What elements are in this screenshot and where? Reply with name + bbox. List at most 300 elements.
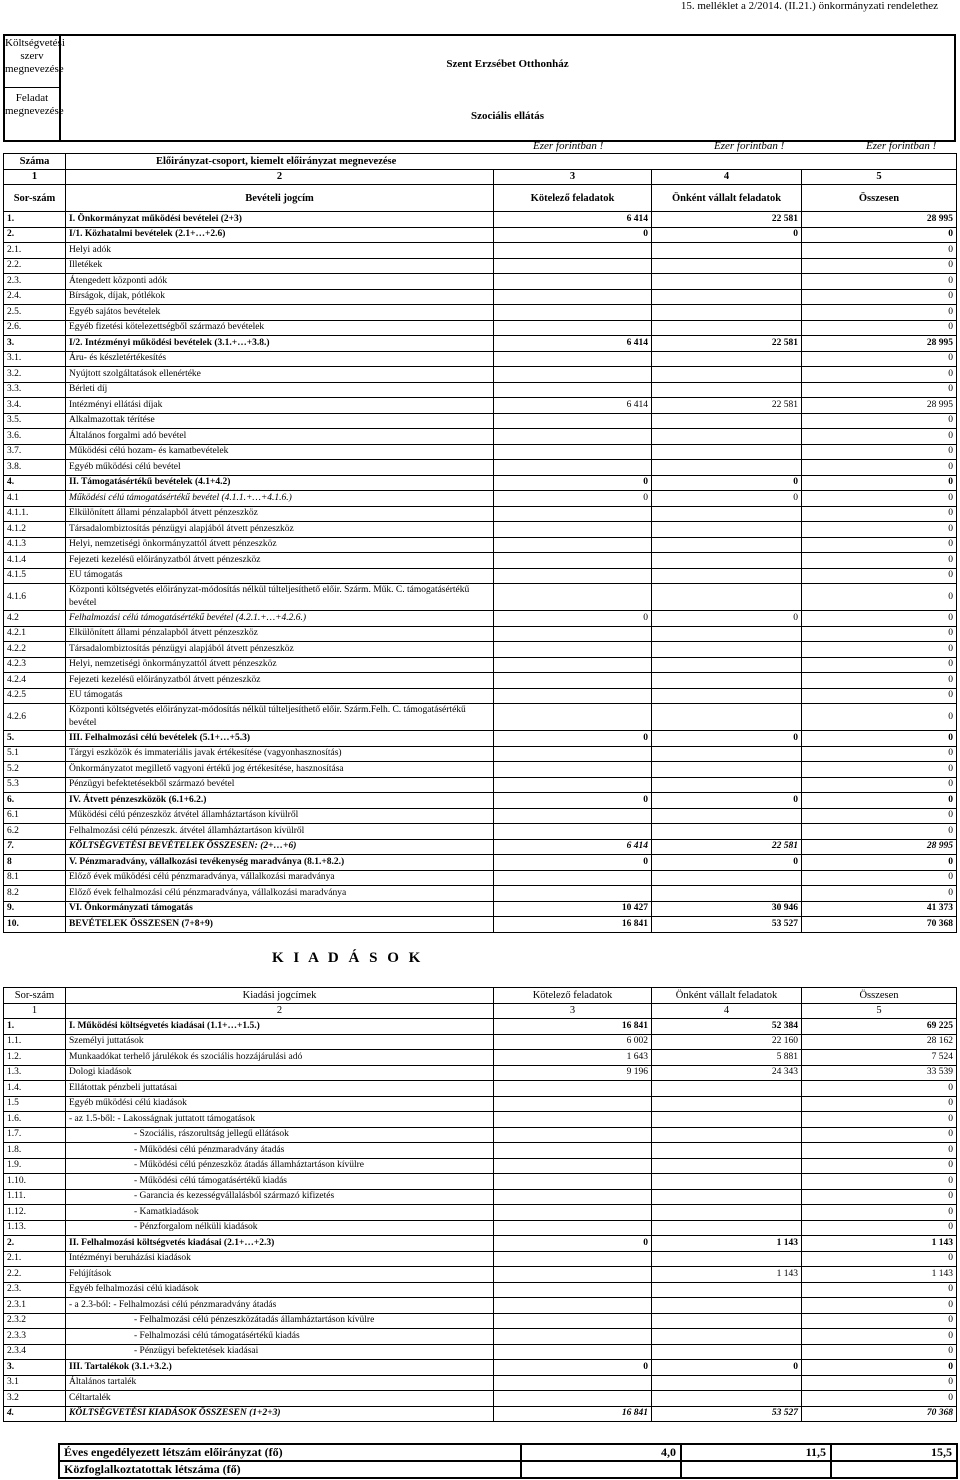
row-kotelezo: 16 841 [494, 1019, 652, 1035]
row-onkent [652, 584, 802, 611]
table-row [4, 367, 957, 383]
row-osszesen: 0 [802, 584, 957, 611]
row-osszesen: 28 995 [802, 336, 957, 352]
row-osszesen: 0 [802, 367, 957, 383]
row-label: Általános forgalmi adó bevétel [66, 429, 494, 445]
row-kotelezo: 0 [494, 855, 652, 871]
row-osszesen: 0 [802, 305, 957, 321]
table-row [4, 1391, 957, 1407]
colnum-3: 3 [494, 1003, 652, 1019]
row-osszesen: 0 [802, 793, 957, 809]
row-label: III. Tartalékok (3.1.+3.2.) [66, 1360, 494, 1376]
table-row [4, 1034, 957, 1050]
row-onkent: 0 [652, 227, 802, 243]
row-osszesen: 0 [802, 886, 957, 902]
row-osszesen: 0 [802, 1205, 957, 1221]
row-kotelezo: 6 414 [494, 398, 652, 414]
table-row [4, 793, 957, 809]
colnum-2: 2 [66, 169, 494, 185]
row-osszesen: 0 [802, 1174, 957, 1190]
row-onkent [652, 1251, 802, 1267]
row-osszesen: 0 [802, 1127, 957, 1143]
row-onkent: 1 143 [652, 1267, 802, 1283]
colnum-2: 2 [66, 1003, 494, 1019]
expense-colnum-row [4, 1003, 957, 1019]
table-row [4, 475, 957, 491]
row-onkent [652, 1298, 802, 1314]
header-labels [5, 36, 65, 140]
row-osszesen: 0 [802, 1158, 957, 1174]
row-kotelezo [494, 642, 652, 658]
row-onkent [652, 258, 802, 274]
row-kotelezo [494, 1251, 652, 1267]
kiadasok-title: K I A D Á S O K [272, 950, 424, 966]
row-kotelezo [494, 289, 652, 305]
colnum-3: 3 [494, 169, 652, 185]
row-kotelezo: 0 [494, 475, 652, 491]
row-kotelezo: 0 [494, 1360, 652, 1376]
expense-header-kotelezo: Kötelező feladatok [494, 988, 652, 1004]
table-row [4, 444, 957, 460]
row-onkent: 22 581 [652, 212, 802, 228]
row-label: - az 1.5-ből: - Lakosságnak juttatott támogatások [66, 1112, 494, 1128]
public-workers-osszesen [831, 1461, 957, 1478]
income-table [3, 153, 957, 933]
row-osszesen: 0 [802, 429, 957, 445]
row-onkent: 0 [652, 491, 802, 507]
row-kotelezo [494, 762, 652, 778]
row-onkent: 22 581 [652, 839, 802, 855]
table-row [4, 839, 957, 855]
table-row [4, 1189, 957, 1205]
row-osszesen: 0 [802, 382, 957, 398]
row-number: 3. [4, 336, 66, 352]
row-kotelezo [494, 522, 652, 538]
row-number: 4.1.1. [4, 506, 66, 522]
row-kotelezo [494, 1189, 652, 1205]
row-kotelezo [494, 886, 652, 902]
row-onkent [652, 1344, 802, 1360]
row-osszesen: 0 [802, 855, 957, 871]
row-label: Bírságok, díjak, pótlékok [66, 289, 494, 305]
row-osszesen: 0 [802, 413, 957, 429]
row-number: 2.3. [4, 274, 66, 290]
row-kotelezo [494, 1158, 652, 1174]
table-row [4, 1329, 957, 1345]
row-osszesen: 0 [802, 1360, 957, 1376]
row-label: Önkormányzatot megillető vagyoni értékű jog értékesítése, hasznosítása [66, 762, 494, 778]
row-number: 4.1 [4, 491, 66, 507]
row-kotelezo: 0 [494, 611, 652, 627]
row-onkent [652, 886, 802, 902]
row-onkent [652, 808, 802, 824]
row-label: Felhalmozási célú támogatásértékű bevétel (4.2.1.+…+4.2.6.) [66, 611, 494, 627]
row-label: Tárgyi eszközök és immateriális javak értékesítése (vagyonhasznosítás) [66, 746, 494, 762]
table-row [4, 212, 957, 228]
table-row [4, 1174, 957, 1190]
row-number: 3.7. [4, 444, 66, 460]
row-osszesen: 0 [802, 274, 957, 290]
row-kotelezo: 0 [494, 227, 652, 243]
row-number: 1.1. [4, 1034, 66, 1050]
row-kotelezo [494, 351, 652, 367]
row-number: 7. [4, 839, 66, 855]
row-label: Pénzügyi befektetésekből származó bevétel [66, 777, 494, 793]
income-rows [4, 212, 957, 933]
row-kotelezo [494, 1112, 652, 1128]
row-onkent: 5 881 [652, 1050, 802, 1066]
row-number: 1.10. [4, 1174, 66, 1190]
unit-notes [0, 140, 960, 153]
row-label: Ellátottak pénzbeli juttatásai [66, 1081, 494, 1097]
row-osszesen: 0 [802, 444, 957, 460]
table-row [4, 289, 957, 305]
row-osszesen: 0 [802, 227, 957, 243]
row-osszesen: 0 [802, 1112, 957, 1128]
table-row [4, 398, 957, 414]
row-number: 6.2 [4, 824, 66, 840]
row-label: Egyéb sajátos bevételek [66, 305, 494, 321]
table-row [4, 1205, 957, 1221]
row-osszesen: 0 [802, 491, 957, 507]
colnum-4: 4 [652, 169, 802, 185]
row-osszesen: 69 225 [802, 1019, 957, 1035]
row-onkent [652, 1329, 802, 1345]
income-header-osszesen: Összesen [802, 185, 957, 212]
row-label: III. Felhalmozási célú bevételek (5.1+…+5.3) [66, 731, 494, 747]
table-row [4, 870, 957, 886]
row-kotelezo [494, 429, 652, 445]
row-osszesen: 0 [802, 611, 957, 627]
row-number: 5. [4, 731, 66, 747]
row-number: 1. [4, 1019, 66, 1035]
row-onkent [652, 444, 802, 460]
row-osszesen: 0 [802, 460, 957, 476]
row-onkent [652, 1143, 802, 1159]
row-number: 4. [4, 475, 66, 491]
row-onkent [652, 1220, 802, 1236]
row-onkent [652, 1375, 802, 1391]
colnum-1: 1 [4, 169, 66, 185]
table-row [4, 1158, 957, 1174]
row-onkent [652, 413, 802, 429]
row-label: Előző évek felhalmozási célú pénzmaradványa, vállalkozási maradványa [66, 886, 494, 902]
headcount-onkent: 11,5 [681, 1444, 831, 1461]
table-row [4, 227, 957, 243]
row-label: I/1. Közhatalmi bevételek (2.1+…+2.6) [66, 227, 494, 243]
table-row [4, 1112, 957, 1128]
row-kotelezo [494, 444, 652, 460]
row-onkent [652, 1282, 802, 1298]
row-onkent [652, 289, 802, 305]
row-kotelezo: 6 414 [494, 212, 652, 228]
table-row [4, 1127, 957, 1143]
row-number: 1.5 [4, 1096, 66, 1112]
row-kotelezo: 10 427 [494, 901, 652, 917]
row-onkent [652, 673, 802, 689]
row-label: Központi költségvetés előirányzat-módosítás nélkül túlteljesíthető előir. Szárm.Felh. C. támogatásértékű bevétel [66, 704, 494, 731]
budget-org-label: Költségvetési szerv megnevezése [5, 36, 59, 88]
row-onkent [652, 626, 802, 642]
row-number: 2.6. [4, 320, 66, 336]
row-label: Működési célú támogatásértékű bevétel (4.1.1.+…+4.1.6.) [66, 491, 494, 507]
row-label: EU támogatás [66, 688, 494, 704]
row-kotelezo: 16 841 [494, 1406, 652, 1422]
table-row [4, 413, 957, 429]
row-kotelezo [494, 413, 652, 429]
row-onkent: 0 [652, 611, 802, 627]
row-osszesen: 0 [802, 746, 957, 762]
row-onkent [652, 688, 802, 704]
unit-note-1: Ezer forintban ! [533, 140, 604, 152]
row-kotelezo [494, 1127, 652, 1143]
row-osszesen: 33 539 [802, 1065, 957, 1081]
table-row [4, 491, 957, 507]
row-osszesen: 0 [802, 1189, 957, 1205]
table-row [4, 1019, 957, 1035]
row-osszesen: 0 [802, 537, 957, 553]
row-kotelezo [494, 460, 652, 476]
table-row [4, 460, 957, 476]
szama-label: Száma [4, 154, 66, 170]
row-label: EU támogatás [66, 568, 494, 584]
table-row [4, 584, 957, 611]
row-number: 2. [4, 227, 66, 243]
unit-note-2: Ezer forintban ! [714, 140, 785, 152]
row-onkent: 0 [652, 855, 802, 871]
row-kotelezo [494, 704, 652, 731]
income-header-onkent: Önként vállalt feladatok [652, 185, 802, 212]
row-label: Társadalombiztosítás pénzügyi alapjából átvett pénzeszköz [66, 522, 494, 538]
row-osszesen: 0 [802, 688, 957, 704]
row-osszesen: 0 [802, 351, 957, 367]
table-row [4, 746, 957, 762]
row-kotelezo: 0 [494, 793, 652, 809]
public-workers-kotelezo [521, 1461, 681, 1478]
row-number: 1.3. [4, 1065, 66, 1081]
row-label: Egyéb fizetési kötelezettségből származó bevételek [66, 320, 494, 336]
row-number: 1.4. [4, 1081, 66, 1097]
table-row [4, 1251, 957, 1267]
row-kotelezo [494, 367, 652, 383]
row-label: - Felhalmozási célú pénzeszközátadás államháztartáson kívülre [66, 1313, 494, 1329]
row-label: Egyéb működési célú bevétel [66, 460, 494, 476]
table-row [4, 1406, 957, 1422]
row-kotelezo [494, 1391, 652, 1407]
headcount-row [59, 1444, 957, 1461]
expense-header-osszesen: Összesen [802, 988, 957, 1004]
row-onkent: 24 343 [652, 1065, 802, 1081]
row-onkent [652, 320, 802, 336]
document-title: 15. melléklet a 2/2014. (II.21.) önkormányzati rendelethez [680, 0, 938, 12]
row-osszesen: 0 [802, 1313, 957, 1329]
row-label: Illetékek [66, 258, 494, 274]
row-number: 4.2 [4, 611, 66, 627]
colnum-5: 5 [802, 1003, 957, 1019]
row-osszesen: 0 [802, 1344, 957, 1360]
row-number: 4.2.2 [4, 642, 66, 658]
row-kotelezo [494, 1267, 652, 1283]
headcount-table [58, 1443, 958, 1479]
row-kotelezo [494, 1205, 652, 1221]
colnum-5: 5 [802, 169, 957, 185]
table-row [4, 537, 957, 553]
row-kotelezo [494, 824, 652, 840]
row-label: Elkülönített állami pénzalapból átvett pénzeszköz [66, 626, 494, 642]
row-number: 6. [4, 793, 66, 809]
row-osszesen: 28 162 [802, 1034, 957, 1050]
income-colnum-row [4, 169, 957, 185]
row-number: 8 [4, 855, 66, 871]
row-label: I. Önkormányzat működési bevételei (2+3) [66, 212, 494, 228]
row-number: 4.1.4 [4, 553, 66, 569]
row-label: Egyéb felhalmozási célú kiadások [66, 1282, 494, 1298]
row-osszesen: 0 [802, 1143, 957, 1159]
table-row [4, 1143, 957, 1159]
income-header-kotelezo: Kötelező feladatok [494, 185, 652, 212]
row-kotelezo: 1 643 [494, 1050, 652, 1066]
row-onkent [652, 762, 802, 778]
row-kotelezo [494, 1329, 652, 1345]
row-onkent [652, 243, 802, 259]
row-label: II. Felhalmozási költségvetés kiadásai (2.1+…+2.3) [66, 1236, 494, 1252]
table-row [4, 611, 957, 627]
row-kotelezo: 6 002 [494, 1034, 652, 1050]
row-number: 1.8. [4, 1143, 66, 1159]
row-osszesen: 1 143 [802, 1236, 957, 1252]
expense-header-onkent: Önként vállalt feladatok [652, 988, 802, 1004]
row-number: 4.1.2 [4, 522, 66, 538]
row-onkent [652, 429, 802, 445]
row-onkent [652, 382, 802, 398]
table-row [4, 1236, 957, 1252]
row-label: Fejezeti kezelésű előirányzatból átvett pénzeszköz [66, 673, 494, 689]
row-number: 4.1.3 [4, 537, 66, 553]
table-row [4, 243, 957, 259]
row-kotelezo [494, 1096, 652, 1112]
headcount-osszesen: 15,5 [831, 1444, 957, 1461]
row-label: Személyi juttatások [66, 1034, 494, 1050]
row-kotelezo [494, 746, 652, 762]
row-number: 4.1.5 [4, 568, 66, 584]
row-label: Áru- és készletértékesítés [66, 351, 494, 367]
row-number: 4.2.6 [4, 704, 66, 731]
row-label: V. Pénzmaradvány, vállalkozási tevékenység maradványa (8.1.+8.2.) [66, 855, 494, 871]
row-number: 5.1 [4, 746, 66, 762]
row-onkent [652, 1189, 802, 1205]
public-workers-onkent [681, 1461, 831, 1478]
row-label: Dologi kiadások [66, 1065, 494, 1081]
row-osszesen: 0 [802, 626, 957, 642]
row-label: - Működési célú pénzeszköz átadás államháztartáson kívülre [66, 1158, 494, 1174]
row-number: 1.12. [4, 1205, 66, 1221]
row-number: 8.2 [4, 886, 66, 902]
row-kotelezo [494, 777, 652, 793]
table-row [4, 855, 957, 871]
headcount-kotelezo: 4,0 [521, 1444, 681, 1461]
row-kotelezo [494, 553, 652, 569]
table-row [4, 522, 957, 538]
row-label: KÖLTSÉGVETÉSI KIADÁSOK ÖSSZESEN (1+2+3) [66, 1406, 494, 1422]
row-label: - Felhalmozási célú támogatásértékű kiadás [66, 1329, 494, 1345]
row-number: 3.5. [4, 413, 66, 429]
row-onkent [652, 657, 802, 673]
row-osszesen: 0 [802, 243, 957, 259]
row-osszesen: 0 [802, 777, 957, 793]
row-onkent [652, 1112, 802, 1128]
table-row [4, 258, 957, 274]
row-osszesen: 0 [802, 870, 957, 886]
table-row [4, 1360, 957, 1376]
row-label: Helyi adók [66, 243, 494, 259]
row-label: VI. Önkormányzati támogatás [66, 901, 494, 917]
row-number: 5.3 [4, 777, 66, 793]
row-kotelezo [494, 382, 652, 398]
row-kotelezo [494, 870, 652, 886]
expense-rows [4, 1019, 957, 1422]
table-row [4, 642, 957, 658]
row-kotelezo: 9 196 [494, 1065, 652, 1081]
row-kotelezo: 0 [494, 491, 652, 507]
row-number: 4.1.6 [4, 584, 66, 611]
income-header-sorszam: Sor-szám [4, 185, 66, 212]
row-number: 2.4. [4, 289, 66, 305]
row-kotelezo [494, 626, 652, 642]
row-onkent [652, 1127, 802, 1143]
row-number: 2.1. [4, 243, 66, 259]
row-osszesen: 7 524 [802, 1050, 957, 1066]
row-osszesen: 0 [802, 553, 957, 569]
row-onkent [652, 1174, 802, 1190]
row-label: Nyújtott szolgáltatások ellenértéke [66, 367, 494, 383]
row-kotelezo: 6 414 [494, 839, 652, 855]
row-kotelezo [494, 537, 652, 553]
row-number: 1.7. [4, 1127, 66, 1143]
row-label: Működési célú hozam- és kamatbevételek [66, 444, 494, 460]
row-osszesen: 0 [802, 258, 957, 274]
row-label: Felhalmozási célú pénzeszk. átvétel államháztartáson kívülről [66, 824, 494, 840]
row-onkent [652, 522, 802, 538]
row-label: - Pénzforgalom nélküli kiadások [66, 1220, 494, 1236]
row-number: 3.1 [4, 1375, 66, 1391]
row-number: 2.2. [4, 258, 66, 274]
table-row [4, 824, 957, 840]
table-row [4, 320, 957, 336]
table-row [4, 626, 957, 642]
row-kotelezo [494, 1298, 652, 1314]
row-onkent [652, 1096, 802, 1112]
row-number: 3.2 [4, 1391, 66, 1407]
row-label: Társadalombiztosítás pénzügyi alapjából átvett pénzeszköz [66, 642, 494, 658]
row-number: 2.3. [4, 1282, 66, 1298]
row-label: Egyéb működési célú kiadások [66, 1096, 494, 1112]
row-osszesen: 0 [802, 522, 957, 538]
task-name: Szociális ellátás [470, 110, 545, 122]
row-number: 2.5. [4, 305, 66, 321]
row-kotelezo: 6 414 [494, 336, 652, 352]
row-kotelezo [494, 1174, 652, 1190]
table-row [4, 1220, 957, 1236]
row-label: I. Működési költségvetés kiadásai (1.1+…+1.5.) [66, 1019, 494, 1035]
row-osszesen: 0 [802, 568, 957, 584]
row-number: 3.2. [4, 367, 66, 383]
row-label: II. Támogatásértékű bevételek (4.1+4.2) [66, 475, 494, 491]
unit-note-3: Ezer forintban ! [866, 140, 937, 152]
colnum-4: 4 [652, 1003, 802, 1019]
row-number: 1.13. [4, 1220, 66, 1236]
table-row [4, 1050, 957, 1066]
row-kotelezo [494, 1143, 652, 1159]
